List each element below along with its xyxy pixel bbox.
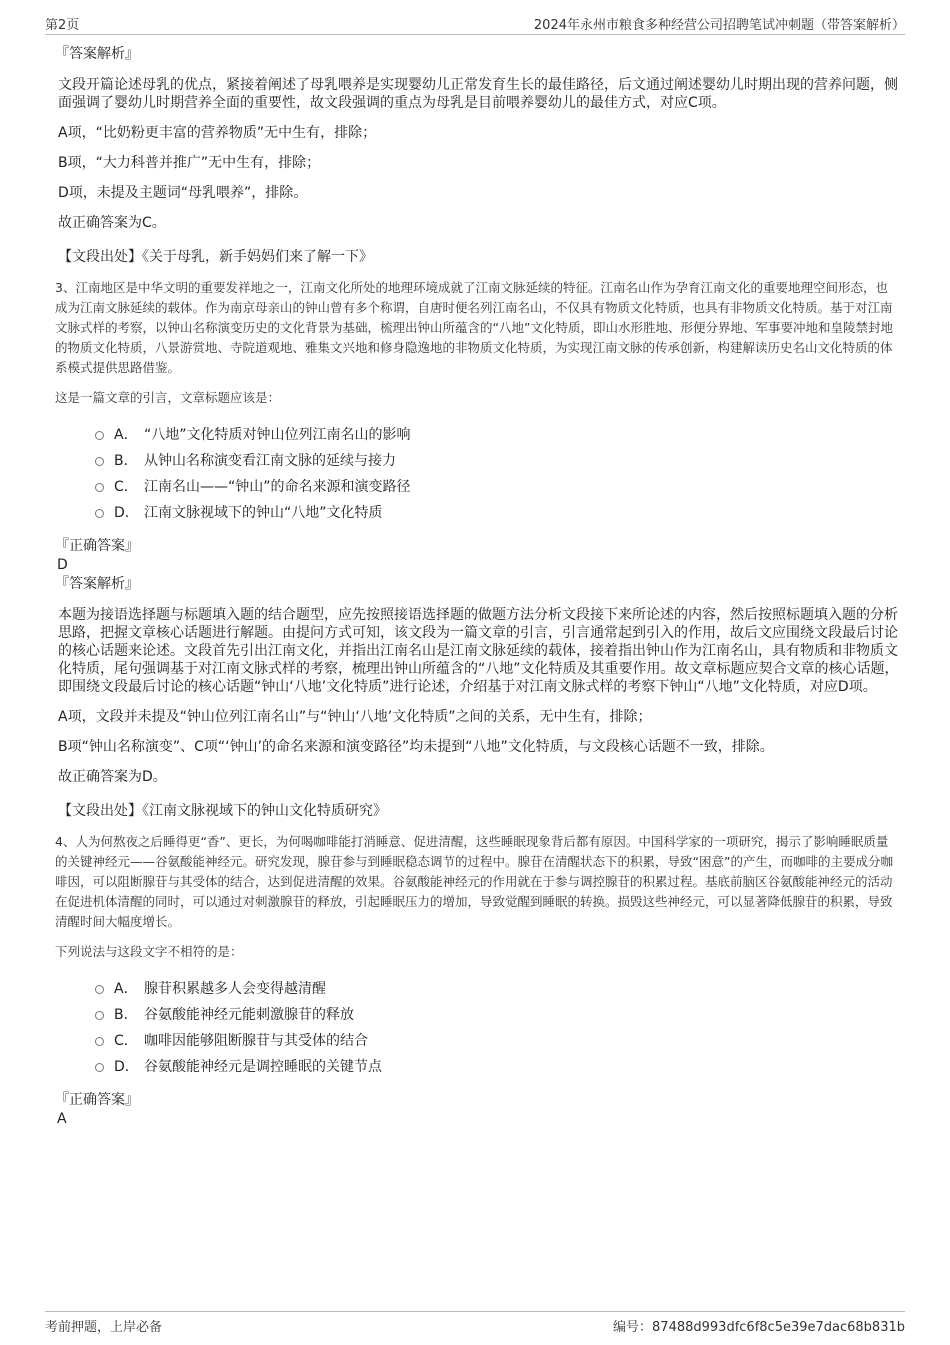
radio-icon[interactable] — [95, 1063, 104, 1072]
radio-icon[interactable] — [95, 1011, 104, 1020]
question-4-prompt: 下列说法与这段文字不相符的是： — [55, 944, 243, 959]
analysis-option-d: D项，未提及主题词“母乳喂养”，排除。 — [58, 185, 308, 201]
question-4-options — [95, 976, 900, 1080]
question-3-prompt: 这是一篇文章的引言，文章标题应该是： — [55, 390, 281, 405]
question-3-option-d[interactable]: D． 江南文脉视域下的钟山“八地”文化特质 — [95, 500, 900, 526]
correct-answer-label: 『正确答案』 — [55, 1092, 139, 1108]
radio-icon[interactable] — [95, 483, 104, 492]
text-source: 【文段出处】《关于母乳，新手妈妈们来了解一下》 — [58, 249, 373, 265]
analysis-conclusion: 故正确答案为D。 — [58, 769, 167, 785]
page-number: 第2页 — [45, 18, 80, 33]
page-footer — [45, 1311, 905, 1338]
analysis-option-a: A项，文段并未提及“钟山位列江南名山”与“钟山‘八地’文化特质”之间的关系，无中生有，排除； — [58, 709, 652, 725]
footer-slogan: 考前押题，上岸必备 — [45, 1320, 163, 1335]
text-source: 【文段出处】《江南文脉视域下的钟山文化特质研究》 — [58, 803, 387, 819]
radio-icon[interactable] — [95, 1037, 104, 1046]
document-id: 编号：87488d993dfc6f8c5e39e7dac68b831b — [613, 1320, 905, 1335]
analysis-option-bc: B项“钟山名称演变”、C项“‘钟山’的命名来源和演变路径”均未提到“八地”文化特质，与文段核心话题不一致，排除。 — [58, 739, 774, 755]
analysis-conclusion: 故正确答案为C。 — [58, 215, 166, 231]
correct-answer: A — [57, 1111, 67, 1127]
question-4-option-c[interactable]: C． 咖啡因能够阻断腺苷与其受体的结合 — [95, 1028, 900, 1054]
analysis-option-a: A项，“比奶粉更丰富的营养物质”无中生有，排除； — [58, 125, 377, 141]
analysis-text: 文段开篇论述母乳的优点，紧接着阐述了母乳喂养是实现婴幼儿正常发育生长的最佳路径，后文通过阐述婴幼儿时期出现的营养问题，侧面强调了婴幼儿时期营养全面的重要性，故文段强调的重点为母乳是目前喂养婴幼儿的最佳方式，对应C项。 — [58, 77, 898, 111]
analysis-text: 本题为接语选择题与标题填入题的结合题型，应先按照接语选择题的做题方法分析文段接下来所论述的内容，然后按照标题填入题的分析思路，把握文章核心话题进行解题。由提问方式可知，该文段为一篇文章的引言，引言通常起到引入的作用，故后文应围绕文段最后讨论的核心话题来论述。文段首先引出江南文化，并指出江南名山是江南文脉延续的载体，接着指出钟山作为江南名山，具有物质和非物质文化特质，尾句强调基于对江南文脉式样的考察，梳理出钟山所蕴含的“八地”文化特质及其重要作用。故文章标题应契合文章的核心话题，即围绕文段最后讨论的核心话题“钟山‘八地’文化特质”进行论述，介绍基于对江南文脉式样的考察下钟山“八地”文化特质，对应D项。 — [58, 607, 899, 695]
question-3-stem: 3、江南地区是中华文明的重要发祥地之一，江南文化所处的地理环境成就了江南文脉延续的特征。江南名山作为孕育江南文化的重要地理空间形态，也成为江南文脉延续的载体。作为南京母亲山的钟山曾有多个称谓，自唐时便名列江南名山，不仅具有物质文化特质，也具有非物质文化特质。基于对江南文脉式样的考察，以钟山名称演变历史的文化背景为基础，梳理出钟山所蕴含的“八地”文化特质，即山水形胜地、形便分界地、军事要冲地和皇陵禁封地的物质文化特质，八景游赏地、寺院道观地、雅集文兴地和修身隐逸地的非物质文化特质，为实现江南文脉的传承创新，构建解读历史名山文化特质的体系模式提供思路借鉴。 — [55, 280, 893, 375]
radio-icon[interactable] — [95, 431, 104, 440]
radio-icon[interactable] — [95, 457, 104, 466]
document-title: 2024年永州市粮食多种经营公司招聘笔试冲刺题（带答案解析） — [533, 18, 905, 33]
analysis-option-b: B项，“大力科普并推广”无中生有，排除； — [58, 155, 321, 171]
page-header — [45, 12, 905, 35]
correct-answer-label: 『正确答案』 — [55, 538, 139, 554]
question-4-option-b[interactable]: B． 谷氨酸能神经元能刺激腺苷的释放 — [95, 1002, 900, 1028]
page-content — [55, 44, 900, 1128]
question-3-options — [95, 422, 900, 526]
question-4-option-d[interactable]: D． 谷氨酸能神经元是调控睡眠的关键节点 — [95, 1054, 900, 1080]
question-3-option-c[interactable]: C． 江南名山——“钟山”的命名来源和演变路径 — [95, 474, 900, 500]
question-3-option-b[interactable]: B． 从钟山名称演变看江南文脉的延续与接力 — [95, 448, 900, 474]
analysis-label: 『答案解析』 — [55, 576, 139, 592]
question-4-option-a[interactable]: A． 腺苷积累越多人会变得越清醒 — [95, 976, 900, 1002]
correct-answer: D — [57, 557, 68, 573]
radio-icon[interactable] — [95, 509, 104, 518]
analysis-label: 『答案解析』 — [55, 46, 139, 62]
question-3-option-a[interactable]: A． “八地”文化特质对钟山位列江南名山的影响 — [95, 422, 900, 448]
question-4-stem: 4、人为何熬夜之后睡得更“香”、更长，为何喝咖啡能打消睡意、促进清醒，这些睡眠现象背后都有原因。中国科学家的一项研究，揭示了影响睡眠质量的关键神经元——谷氨酸能神经元。研究发现，腺苷参与到睡眠稳态调节的过程中。腺苷在清醒状态下的积累，导致“困意”的产生，而咖啡的主要成分咖啡因，可以阻断腺苷与其受体的结合，达到促进清醒的效果。谷氨酸能神经元的作用就在于参与调控腺苷的积累过程。基底前脑区谷氨酸能神经元的活动在促进机体清醒的同时，可以通过对刺激腺苷的释放，引起睡眠压力的增加，导致觉醒到睡眠的转换。损毁这些神经元，可以显著降低腺苷的积累，导致清醒时间大幅度增长。 — [55, 834, 893, 929]
radio-icon[interactable] — [95, 985, 104, 994]
